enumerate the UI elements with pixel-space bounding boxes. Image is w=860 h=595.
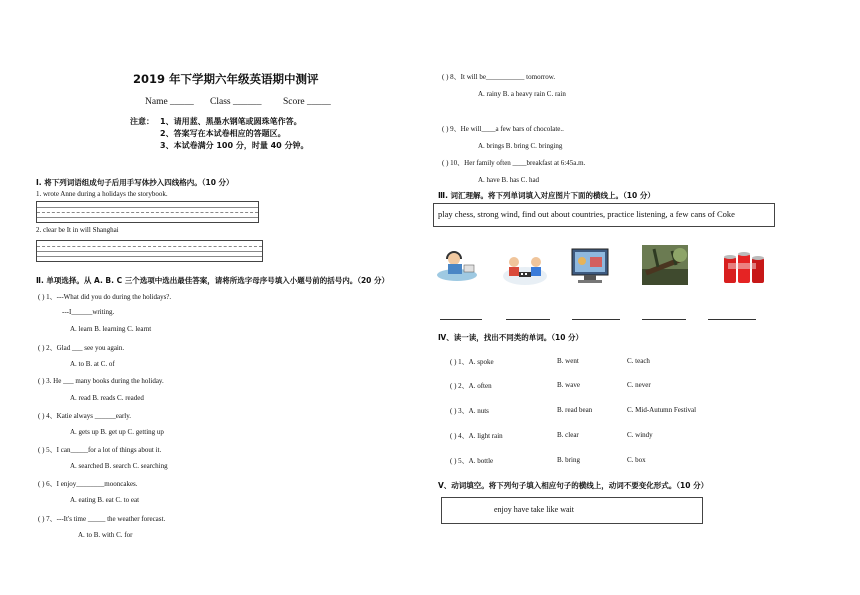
computer-screen-image <box>570 247 610 285</box>
s4-row1-b: B. went <box>557 357 579 365</box>
section5-title: Ⅴ、动词填空。将下列句子填入相应句子的横线上，动词不要变化形式。（10 分） <box>438 481 709 490</box>
picture-answer-4[interactable] <box>642 319 686 320</box>
q3-stem: ( ) 3. He ___ many books during the holiday. <box>38 377 164 385</box>
s4-row1-a: ( ) 1、A. spoke <box>450 358 494 366</box>
picture-answer-5[interactable] <box>708 319 756 320</box>
section3-title: Ⅲ. 词汇理解。将下列单词填入对应图片下面的横线上。（10 分） <box>438 191 655 200</box>
q5-stem: ( ) 5、I can_____for a lot of things about it. <box>38 446 162 454</box>
section1-q1: 1. wrote Anne during a holidays the storybook. <box>36 190 168 198</box>
picture-answer-1[interactable] <box>440 319 482 320</box>
q8-options: A. rainy B. a heavy rain C. rain <box>478 90 566 98</box>
q2-stem: ( ) 2、Glad ___ see you again. <box>38 344 125 352</box>
note-1: 1、请用蓝、黑墨水钢笔或圆珠笔作答。 <box>160 117 302 126</box>
score-field: Score _____ <box>283 97 331 107</box>
headphones-person-image <box>434 247 480 283</box>
note-3: 3、本试卷满分 100 分，时量 40 分钟。 <box>160 141 309 150</box>
page-title: 2019 年下学期六年级英语期中测评 <box>133 72 319 86</box>
section1-q2: 2. clear be It in will Shanghai <box>36 226 119 234</box>
fallen-tree-image <box>642 245 688 285</box>
picture-answer-3[interactable] <box>572 319 620 320</box>
s4-row1-c: C. teach <box>627 357 650 365</box>
s4-row2-c: C. never <box>627 381 651 389</box>
q9-options: A. brings B. bring C. bringing <box>478 142 563 150</box>
name-field: Name _____ <box>145 97 194 107</box>
verb-bank: enjoy have take like wait <box>494 505 574 514</box>
q10-stem: ( ) 10、Her family often ____breakfast at 6:45a.m. <box>442 159 586 167</box>
verb-bank-box <box>441 497 703 524</box>
note-2: 2、答案写在本试卷相应的答题区。 <box>160 129 286 138</box>
q3-options: A. read B. reads C. readed <box>70 394 144 402</box>
s4-row5-c: C. box <box>627 456 646 464</box>
chess-players-image <box>502 250 548 286</box>
section2-title: Ⅱ. 单项选择。从 A. B. C 三个选项中选出最佳答案，请将所选字母序号填入小题号前的括号内。（20 分） <box>36 276 390 285</box>
s4-row3-b: B. read bean <box>557 406 593 414</box>
s4-row3-c: C. Mid-Autumn Festival <box>627 406 697 414</box>
four-line-grid-1[interactable] <box>36 201 259 223</box>
picture-answer-2[interactable] <box>506 319 550 320</box>
coke-cans-image <box>722 249 768 287</box>
q8-stem: ( ) 8、It will be___________ tomorrow. <box>442 73 556 81</box>
q1-stem-2: ---I______writing. <box>62 308 115 316</box>
s4-row3-a: ( ) 3、A. nuts <box>450 407 489 415</box>
s4-row5-b: B. bring <box>557 456 580 464</box>
q1-stem: ( ) 1、---What did you do during the holidays?. <box>38 293 172 301</box>
q5-options: A. searched B. search C. searching <box>70 462 168 470</box>
word-bank: play chess, strong wind, find out about countries, practice listening, a few cans of Coke <box>438 209 735 219</box>
q4-stem: ( ) 4、Katie always ______early. <box>38 412 132 420</box>
q6-stem: ( ) 6、I enjoy________mooncakes. <box>38 480 138 488</box>
q7-options: A. to B. with C. for <box>78 531 133 539</box>
s4-row2-b: B. wave <box>557 381 580 389</box>
q10-options: A. have B. has C. had <box>478 176 540 184</box>
q2-options: A. to B. at C. of <box>70 360 115 368</box>
section1-title: Ⅰ. 将下列词语组成句子后用手写体抄入四线格内。（10 分） <box>36 178 234 187</box>
s4-row4-b: B. clear <box>557 431 579 439</box>
four-line-grid-2[interactable] <box>36 240 263 262</box>
section4-title: Ⅳ、读一读，找出不同类的单词。（10 分） <box>438 333 584 342</box>
s4-row4-c: C. windy <box>627 431 653 439</box>
word-bank-box <box>433 203 775 227</box>
s4-row4-a: ( ) 4、A. light rain <box>450 432 503 440</box>
notes-label: 注意： <box>130 117 154 126</box>
s4-row2-a: ( ) 2、A. often <box>450 382 492 390</box>
class-field: Class ______ <box>210 97 262 107</box>
q6-options: A. eating B. eat C. to eat <box>70 496 140 504</box>
q1-options: A. learn B. learning C. learnt <box>70 325 152 333</box>
q9-stem: ( ) 9、He will____a few bars of chocolate.. <box>442 125 564 133</box>
q7-stem: ( ) 7、---It's time _____ the weather forecast. <box>38 515 166 523</box>
q4-options: A. gets up B. get up C. getting up <box>70 428 164 436</box>
s4-row5-a: ( ) 5、A. bottle <box>450 457 494 465</box>
